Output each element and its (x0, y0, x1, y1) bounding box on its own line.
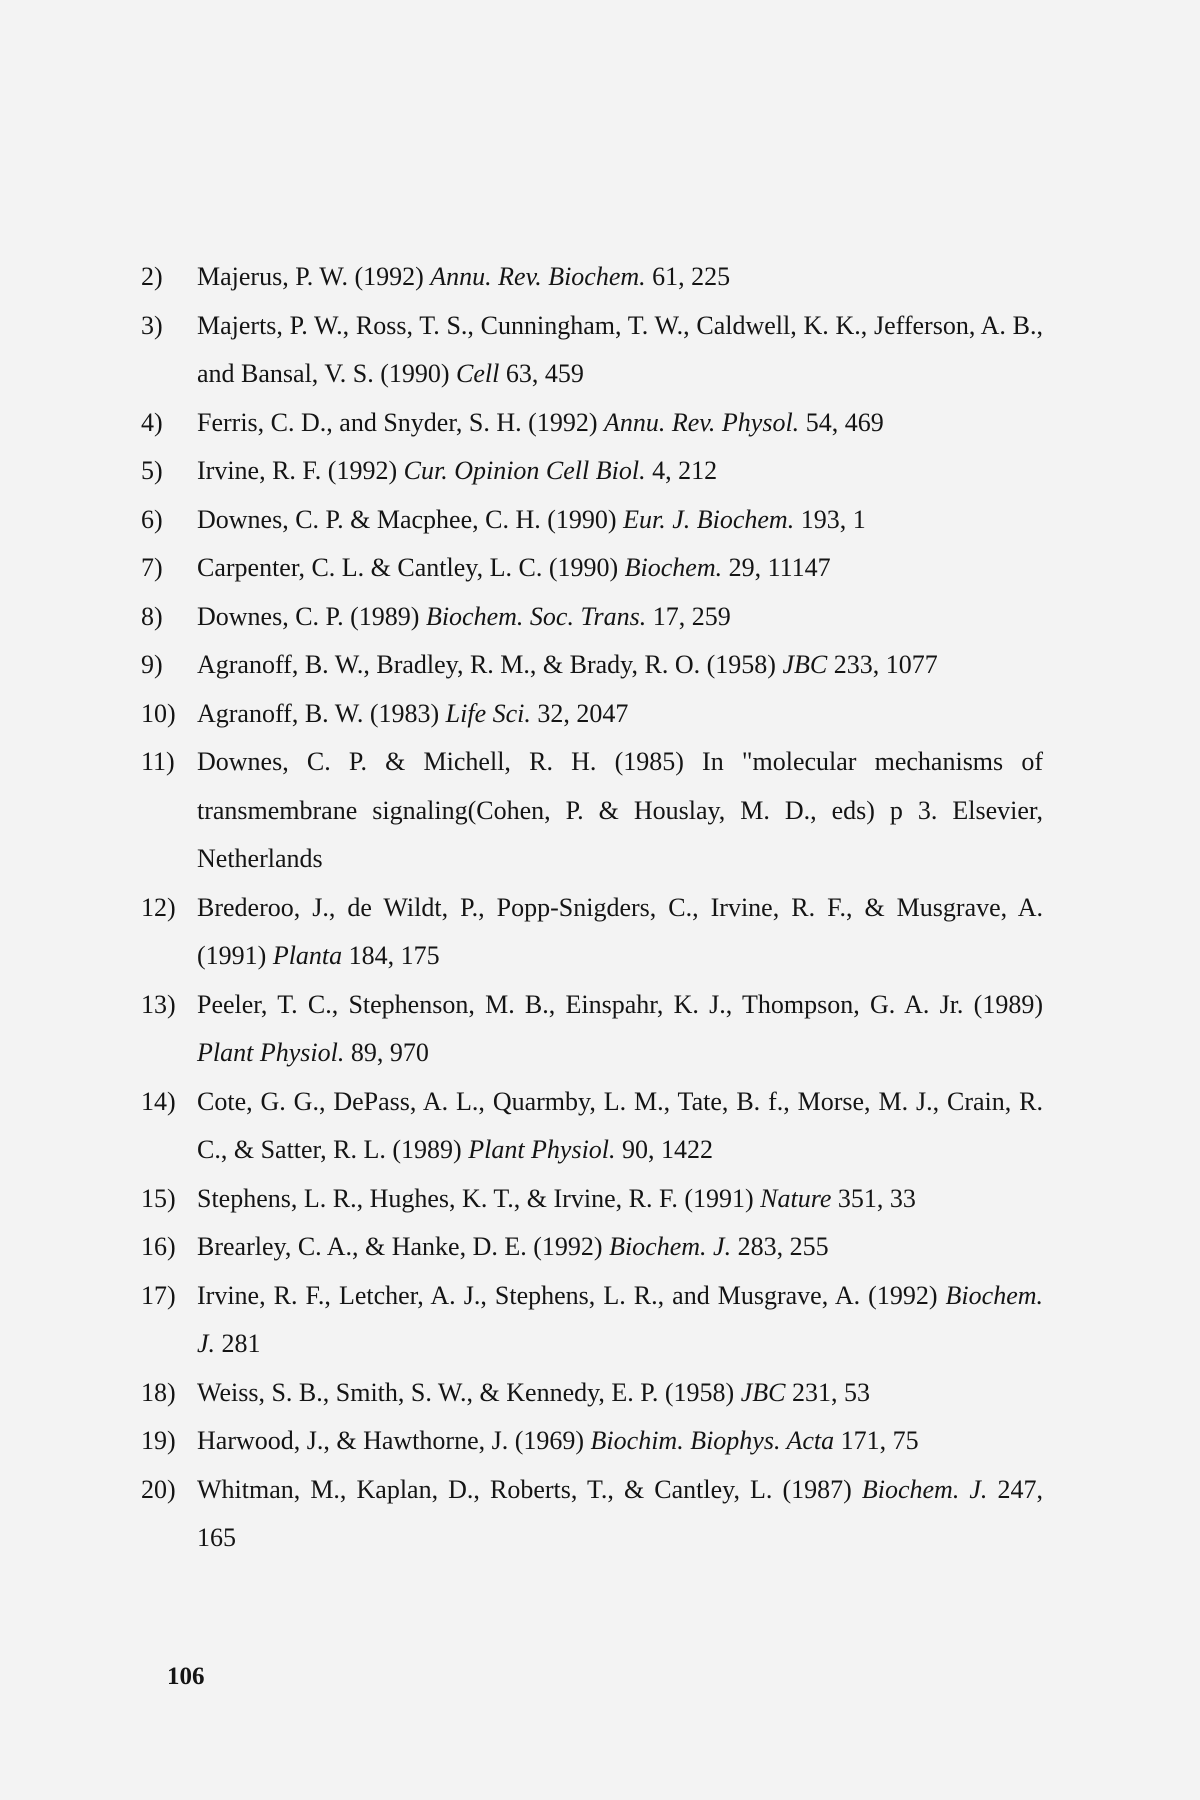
reference-list (143, 253, 1043, 1563)
reference-journal: Plant Physiol. (197, 1038, 345, 1067)
reference-item (143, 447, 1043, 496)
reference-details: 61, 225 (652, 262, 731, 291)
reference-authors: Majerts, P. W., Ross, T. S., Cunningham, T. W., Caldwell, K. K., Jefferson, A. B., and Bansal, V. S. (1990) (197, 310, 1043, 388)
reference-number: 17) (141, 1280, 176, 1310)
reference-journal: Life Sci. (445, 698, 531, 728)
reference-details: 233, 1077 (833, 650, 938, 679)
reference-journal: JBC (782, 650, 828, 679)
reference-authors: Carpenter, C. L. & Cantley, L. C. (1990) (197, 553, 619, 582)
reference-journal: Biochem. J. (197, 1280, 1044, 1358)
reference-journal: Eur. J. Biochem. (623, 504, 795, 534)
reference-item (143, 884, 1043, 981)
reference-journal: Biochem. Soc. Trans. (425, 601, 647, 631)
reference-number: 5) (141, 456, 163, 485)
reference-number: 20) (141, 1474, 176, 1504)
reference-details: 54, 469 (805, 407, 884, 437)
reference-item (143, 1272, 1043, 1369)
reference-authors: Majerus, P. W. (1992) (197, 262, 424, 291)
reference-details: 32, 2047 (537, 698, 629, 728)
reference-item (143, 738, 1043, 884)
reference-details: 351, 33 (837, 1183, 916, 1213)
reference-authors: Downes, C. P. (1989) (197, 601, 420, 631)
reference-authors: Ferris, C. D., and Snyder, S. H. (1992) (197, 407, 598, 437)
reference-authors: Peeler, T. C., Stephenson, M. B., Einspahr, K. J., Thompson, G. A. Jr. (1989) (197, 989, 1043, 1019)
reference-authors: Harwood, J., & Hawthorne, J. (1969) (197, 1426, 585, 1455)
reference-details: 231, 53 (791, 1377, 870, 1407)
reference-details: 193, 1 (800, 504, 866, 534)
page-number: 106 (167, 1663, 205, 1690)
reference-authors: Agranoff, B. W., Bradley, R. M., & Brady, R. O. (1958) (197, 650, 776, 679)
reference-authors: Weiss, S. B., Smith, S. W., & Kennedy, E. P. (1958) (197, 1377, 735, 1407)
reference-item (143, 1078, 1043, 1175)
reference-details: 90, 1422 (622, 1135, 714, 1164)
reference-number: 8) (141, 601, 163, 631)
reference-authors: Cote, G. G., DePass, A. L., Quarmby, L. M., Tate, B. f., Morse, M. J., Crain, R. C., & Satter, R. L. (1989) (197, 1086, 1043, 1164)
reference-details: 184, 175 (348, 941, 440, 970)
reference-details: 63, 459 (505, 359, 584, 388)
reference-journal: Plant Physiol. (468, 1135, 616, 1164)
reference-item (143, 641, 1043, 690)
reference-authors: Downes, C. P. & Macphee, C. H. (1990) (197, 504, 617, 534)
reference-authors: Whitman, M., Kaplan, D., Roberts, T., & Cantley, L. (1987) (197, 1474, 852, 1504)
reference-details: 171, 75 (840, 1426, 919, 1455)
reference-details: 29, 11147 (728, 553, 831, 582)
reference-number: 9) (141, 650, 163, 679)
reference-number: 12) (141, 892, 176, 922)
reference-item (143, 690, 1043, 739)
reference-journal: Annu. Rev. Physol. (604, 407, 800, 437)
reference-authors: Irvine, R. F. (1992) (197, 456, 398, 485)
reference-authors: Downes, C. P. & Michell, R. H. (1985) In "molecular mechanisms of transmembrane signaling(Cohen, P. & Houslay, M. D., eds) p 3. Elsevier, Netherlands (197, 747, 1043, 873)
reference-journal: Planta (272, 941, 343, 970)
reference-item (143, 302, 1043, 399)
reference-journal: Annu. Rev. Biochem. (430, 262, 646, 291)
reference-journal: JBC (740, 1377, 786, 1407)
reference-journal: Biochim. Biophys. Acta (590, 1426, 835, 1455)
reference-number: 16) (141, 1232, 176, 1261)
reference-number: 6) (141, 504, 163, 534)
reference-authors: Brearley, C. A., & Hanke, D. E. (1992) (197, 1232, 603, 1261)
reference-number: 19) (141, 1426, 176, 1455)
reference-details: 17, 259 (652, 601, 731, 631)
reference-details: 281 (221, 1329, 261, 1358)
reference-item (143, 593, 1043, 642)
reference-number: 7) (141, 553, 163, 582)
reference-item (143, 399, 1043, 448)
reference-details: 89, 970 (350, 1038, 429, 1067)
reference-number: 18) (141, 1377, 176, 1407)
reference-details: 247, 165 (197, 1474, 1044, 1552)
reference-journal: Nature (760, 1183, 832, 1213)
reference-authors: Agranoff, B. W. (1983) (197, 698, 440, 728)
reference-authors: Brederoo, J., de Wildt, P., Popp-Snigders, C., Irvine, R. F., & Musgrave, A. (1991) (197, 892, 1043, 970)
reference-number: 13) (141, 989, 176, 1019)
reference-item (143, 1417, 1043, 1466)
reference-journal: Biochem. (624, 553, 723, 582)
reference-journal: Cell (456, 359, 500, 388)
reference-authors: Irvine, R. F., Letcher, A. J., Stephens, L. R., and Musgrave, A. (1992) (197, 1280, 938, 1310)
reference-number: 2) (141, 262, 163, 291)
reference-item (143, 544, 1043, 593)
reference-number: 4) (141, 407, 163, 437)
reference-item (143, 1369, 1043, 1418)
reference-journal: Biochem. J. (609, 1232, 732, 1261)
reference-item (143, 1175, 1043, 1224)
reference-journal: Biochem. J. (861, 1474, 988, 1504)
reference-details: 283, 255 (737, 1232, 829, 1261)
reference-item (143, 496, 1043, 545)
reference-journal: Cur. Opinion Cell Biol. (403, 456, 646, 485)
reference-number: 14) (141, 1086, 176, 1116)
reference-item (143, 253, 1043, 302)
reference-number: 11) (141, 747, 175, 776)
reference-number: 15) (141, 1183, 176, 1213)
reference-number: 10) (141, 698, 176, 728)
reference-item (143, 1466, 1043, 1563)
reference-item (143, 981, 1043, 1078)
reference-item (143, 1223, 1043, 1272)
reference-authors: Stephens, L. R., Hughes, K. T., & Irvine, R. F. (1991) (197, 1183, 754, 1213)
reference-details: 4, 212 (652, 456, 718, 485)
reference-number: 3) (141, 310, 163, 340)
